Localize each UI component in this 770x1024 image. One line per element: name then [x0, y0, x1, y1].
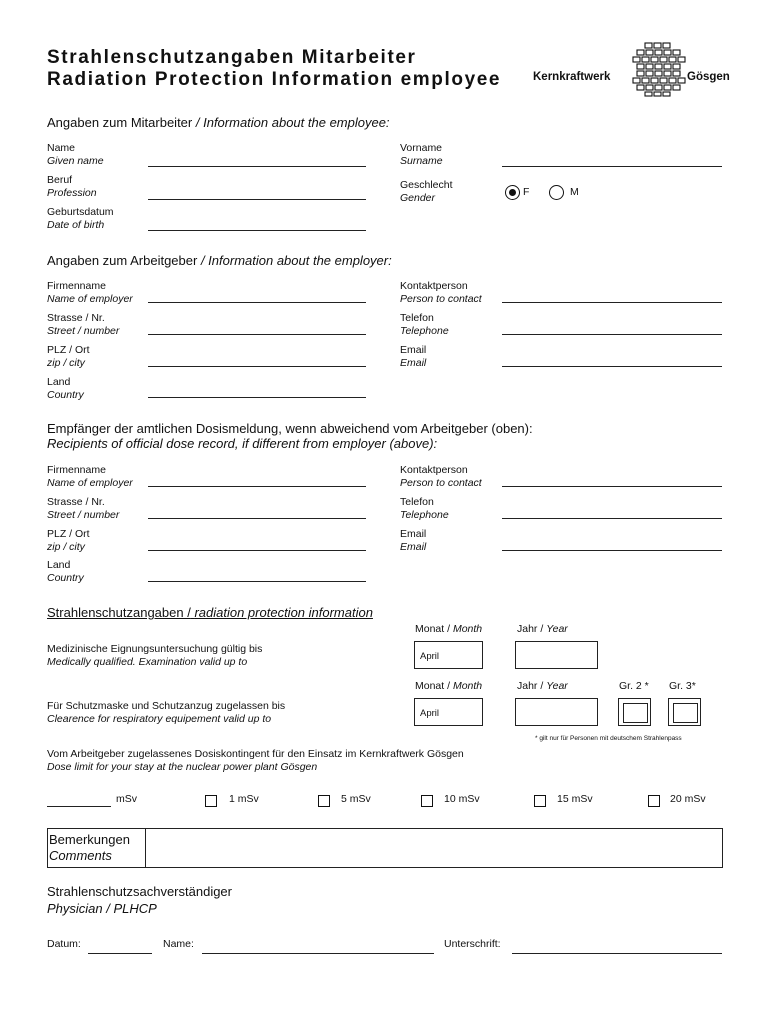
gender-m-label: M [570, 186, 579, 198]
vorname-label: Vorname Surname [400, 142, 443, 167]
dose-custom-field[interactable] [47, 806, 111, 807]
employer-land-field[interactable] [148, 397, 366, 398]
employer-telefon-label: Telefon Telephone [400, 312, 449, 337]
radiation-heading: Strahlenschutzangaben / radiation protection information [47, 605, 373, 620]
employer-email-field[interactable] [502, 366, 722, 367]
recipient-firma-field[interactable] [148, 486, 366, 487]
dose-custom-unit: mSv [116, 793, 137, 805]
recipient-heading-de: Empfänger der amtlichen Dosismeldung, wenn abweichend vom Arbeitgeber (oben): [47, 421, 533, 436]
dose-5msv-checkbox[interactable] [318, 795, 330, 807]
title-english: Radiation Protection Information employee [47, 69, 502, 90]
employer-strasse-field[interactable] [148, 334, 366, 335]
logo-text-left: Kernkraftwerk [533, 71, 611, 83]
kkg-logo [533, 40, 728, 98]
footnote: * gilt nur für Personen mit deutschem Strahlenpass [535, 735, 682, 742]
recipient-heading-en: Recipients of official dose record, if different from employer (above): [47, 436, 438, 451]
gender-f-label: F [523, 186, 530, 198]
mask-month-field[interactable]: April [414, 698, 483, 726]
employer-email-label: Email Email [400, 344, 427, 369]
month-header-2: Monat / Month [415, 680, 483, 692]
name-field[interactable] [148, 166, 366, 167]
recipient-kontakt-field[interactable] [502, 486, 722, 487]
recipient-telefon-label: Telefon Telephone [400, 496, 449, 521]
employer-kontakt-label: Kontaktperson Person to contact [400, 280, 482, 305]
mask-label: Für Schutzmaske und Schutzanzug zugelassen bis Clearence for respiratory equipement valid up to [47, 700, 286, 725]
employer-strasse-label: Strasse / Nr. Street / number [47, 312, 120, 337]
signer-name-field[interactable] [202, 953, 434, 954]
employer-plz-field[interactable] [148, 366, 366, 367]
dose-15msv-checkbox[interactable] [534, 795, 546, 807]
signature-field[interactable] [512, 953, 722, 954]
logo-text-right: Gösgen [687, 71, 730, 83]
recipient-telefon-field[interactable] [502, 518, 722, 519]
dose-label: Vom Arbeitgeber zugelassenes Dosiskontingent für den Einsatz im Kernkraftwerk Gösgen Dose limit for your stay at the nuclear power plant Gösgen [47, 748, 464, 773]
medical-month-field[interactable]: April [414, 641, 483, 669]
recipient-land-label: Land Country [47, 559, 84, 584]
geburtsdatum-field[interactable] [148, 230, 366, 231]
beruf-field[interactable] [148, 199, 366, 200]
employee-heading: Angaben zum Mitarbeiter / Information about the employee: [47, 115, 390, 130]
gender-m-radio[interactable] [549, 185, 564, 200]
gr3-checkbox[interactable] [668, 698, 701, 726]
vorname-field[interactable] [502, 166, 722, 167]
dose-1msv-label: 1 mSv [229, 793, 259, 805]
gender-f-radio[interactable] [505, 185, 520, 200]
gr3-label: Gr. 3* [669, 680, 696, 692]
dose-20msv-checkbox[interactable] [648, 795, 660, 807]
dose-5msv-label: 5 mSv [341, 793, 371, 805]
name-label: Name Given name [47, 142, 104, 167]
employer-land-label: Land Country [47, 376, 84, 401]
physician-label-en: Physician / PLHCP [47, 901, 157, 916]
datum-label: Datum: [47, 938, 81, 950]
mask-year-field[interactable] [515, 698, 598, 726]
recipient-email-label: Email Email [400, 528, 427, 553]
employer-firma-field[interactable] [148, 302, 366, 303]
medical-year-field[interactable] [515, 641, 598, 669]
employer-kontakt-field[interactable] [502, 302, 722, 303]
dose-10msv-label: 10 mSv [444, 793, 480, 805]
geschlecht-label: Geschlecht Gender [400, 179, 453, 204]
dose-20msv-label: 20 mSv [670, 793, 706, 805]
title-german: Strahlenschutzangaben Mitarbeiter [47, 47, 417, 68]
month-header-1: Monat / Month [415, 623, 483, 635]
recipient-strasse-field[interactable] [148, 518, 366, 519]
recipient-strasse-label: Strasse / Nr. Street / number [47, 496, 120, 521]
dose-10msv-checkbox[interactable] [421, 795, 433, 807]
recipient-kontakt-label: Kontaktperson Person to contact [400, 464, 482, 489]
employer-plz-label: PLZ / Ort zip / city [47, 344, 90, 369]
datum-field[interactable] [88, 953, 152, 954]
recipient-firma-label: Firmenname Name of employer [47, 464, 133, 489]
employer-heading: Angaben zum Arbeitgeber / Information about the employer: [47, 253, 392, 268]
comments-field[interactable] [145, 828, 723, 868]
physician-label: Strahlenschutzsachverständiger [47, 884, 232, 899]
beruf-label: Beruf Profession [47, 174, 97, 199]
recipient-email-field[interactable] [502, 550, 722, 551]
unterschrift-label: Unterschrift: [444, 938, 501, 950]
comments-label-box: Bemerkungen Comments [47, 828, 145, 868]
employer-firma-label: Firmenname Name of employer [47, 280, 133, 305]
recipient-land-field[interactable] [148, 581, 366, 582]
geburtsdatum-label: Geburtsdatum Date of birth [47, 206, 114, 231]
dose-15msv-label: 15 mSv [557, 793, 593, 805]
signer-name-label: Name: [163, 938, 194, 950]
medical-label: Medizinische Eignungsuntersuchung gültig bis Medically qualified. Examination valid up to [47, 643, 263, 668]
gr2-label: Gr. 2 * [619, 680, 649, 692]
recipient-plz-field[interactable] [148, 550, 366, 551]
employer-telefon-field[interactable] [502, 334, 722, 335]
dose-1msv-checkbox[interactable] [205, 795, 217, 807]
globe-grid-icon [533, 40, 728, 98]
year-header-1: Jahr / Year [517, 623, 568, 635]
recipient-plz-label: PLZ / Ort zip / city [47, 528, 90, 553]
gr2-checkbox[interactable] [618, 698, 651, 726]
year-header-2: Jahr / Year [517, 680, 568, 692]
